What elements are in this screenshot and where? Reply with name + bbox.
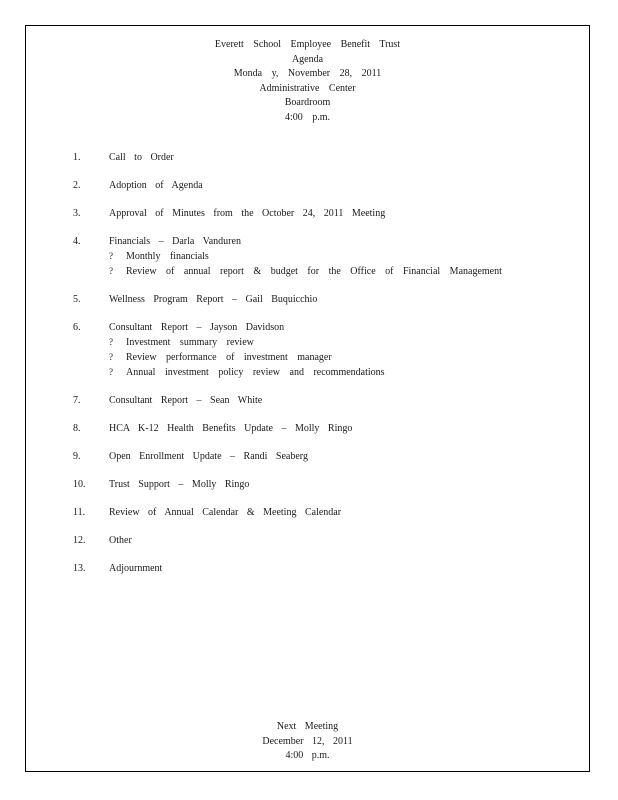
meeting-room: Boardroom <box>284 97 331 108</box>
agenda-item-text: Other <box>109 535 132 546</box>
document-title: Agenda <box>291 53 324 65</box>
agenda-item-text: Trust Support – Molly Ringo <box>109 479 250 490</box>
next-meeting-time: 4:00 p.m. <box>285 750 330 761</box>
agenda-item-number: 13. <box>73 563 86 574</box>
agenda-item-text: Consultant Report – Jayson Davidson <box>109 322 285 333</box>
agenda-item-text: Financials – Darla Vanduren <box>109 236 241 247</box>
agenda-subitem-text: Investment summary review <box>126 337 254 348</box>
agenda-item-number: 12. <box>73 535 86 546</box>
agenda-item-text: HCA K-12 Health Benefits Update – Molly Ringo <box>109 423 353 434</box>
agenda-item-text: Call to Order <box>109 152 174 163</box>
agenda-item-number: 8. <box>73 423 81 434</box>
agenda-item-text: Consultant Report – Sean White <box>109 395 263 406</box>
agenda-subitem-text: Review of annual report & budget for the Office of Financial Management <box>126 266 502 277</box>
agenda-item-number: 10. <box>73 479 86 490</box>
agenda-item-number: 4. <box>73 236 81 247</box>
agenda-item-text: Open Enrollment Update – Randi Seaberg <box>109 451 308 462</box>
agenda-item-number: 3. <box>73 208 81 219</box>
next-meeting-block <box>26 720 589 764</box>
agenda-item-number: 9. <box>73 451 81 462</box>
agenda-item-text: Adoption of Agenda <box>109 180 203 191</box>
bullet-marker: ? <box>109 251 113 261</box>
agenda-subitem-text: Review performance of investment manager <box>126 352 332 363</box>
next-meeting-label: Next Meeting <box>276 721 339 732</box>
agenda-item-number: 1. <box>73 152 81 163</box>
agenda-item-number: 7. <box>73 395 81 406</box>
bullet-marker: ? <box>109 337 113 347</box>
meeting-location: Administrative Center <box>259 82 356 94</box>
agenda-item-text: Review of Annual Calendar & Meeting Calendar <box>109 507 342 518</box>
agenda-header <box>26 38 589 125</box>
meeting-date: Monda y, November 28, 2011 <box>233 68 382 79</box>
agenda-item-text: Adjournment <box>109 563 163 574</box>
next-meeting-date: December 12, 2011 <box>262 735 353 747</box>
agenda-item-number: 2. <box>73 180 81 191</box>
agenda-item-text: Wellness Program Report – Gail Buquicchio <box>109 294 318 305</box>
bullet-marker: ? <box>109 352 113 362</box>
bullet-marker: ? <box>109 266 113 276</box>
agenda-item-text: Approval of Minutes from the October 24, 2011 Meeting <box>109 208 386 219</box>
agenda-subitem-text: Monthly financials <box>126 251 209 262</box>
agenda-subitem-text: Annual investment policy review and recommendations <box>126 367 385 378</box>
bullet-marker: ? <box>109 367 113 377</box>
agenda-item-number: 11. <box>73 507 86 518</box>
document-page <box>25 25 590 772</box>
meeting-time: 4:00 p.m. <box>284 111 331 123</box>
organization-title: Everett School Employee Benefit Trust <box>214 39 401 50</box>
agenda-item-number: 5. <box>73 294 81 305</box>
agenda-item-number: 6. <box>73 322 81 333</box>
